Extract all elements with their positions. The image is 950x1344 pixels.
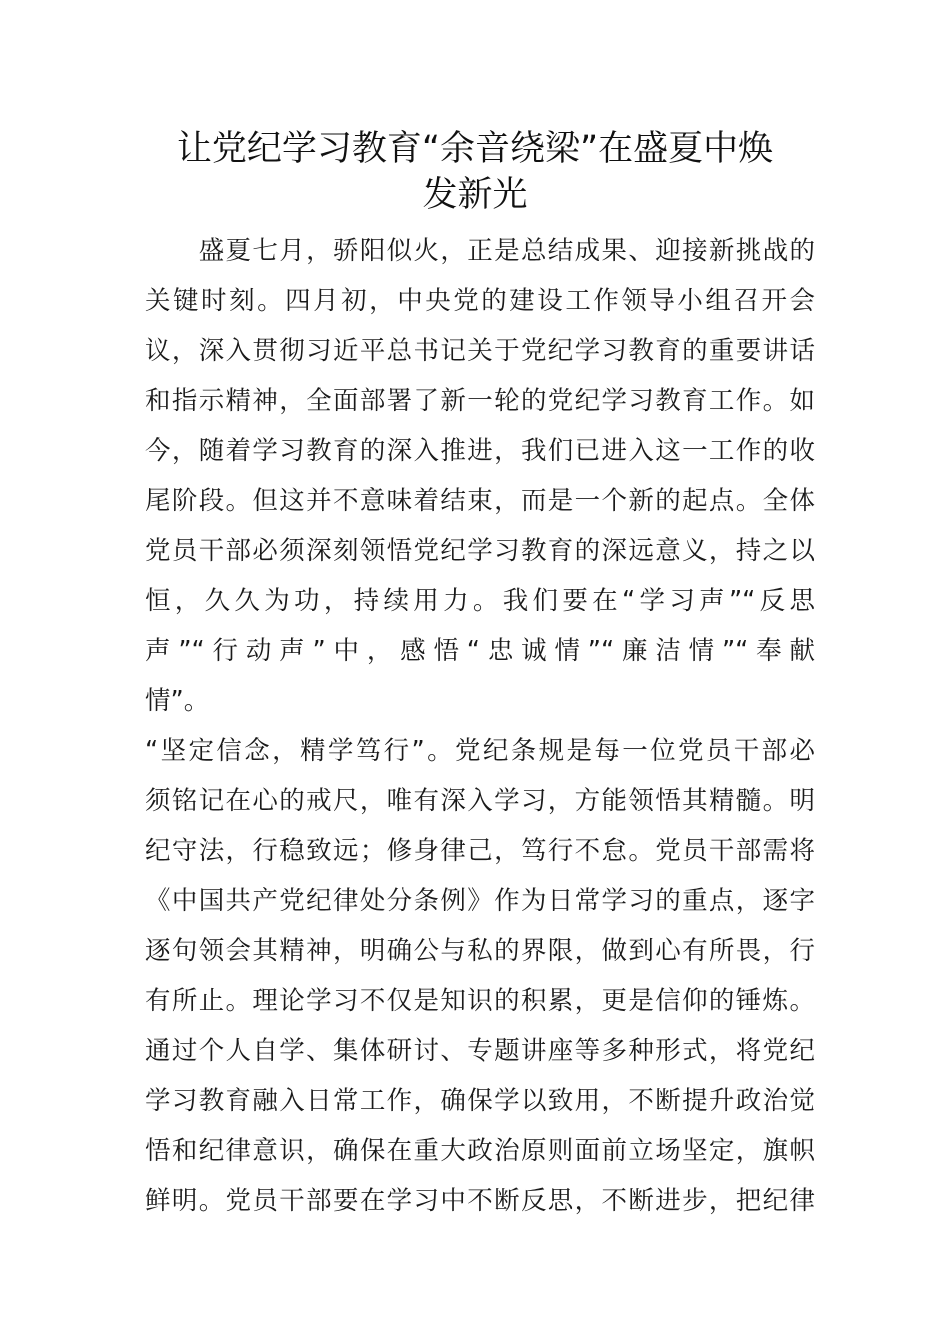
text-line: 纪守法，行稳致远；修身律己，笃行不怠。党员干部需将 xyxy=(145,836,815,866)
text-line: 情”。 xyxy=(145,686,210,716)
title-line: 让党纪学习教育“余音绕梁”在盛夏中焕 xyxy=(176,129,774,169)
text-line: 尾阶段。但这并不意味着结束，而是一个新的起点。全体 xyxy=(145,486,815,516)
text-line: 党员干部必须深刻领悟党纪学习教育的深远意义，持之以 xyxy=(145,536,815,566)
text-line: 盛夏七月，骄阳似火，正是总结成果、迎接新挑战的 xyxy=(145,236,815,266)
text-line: 和指示精神，全面部署了新一轮的党纪学习教育工作。如 xyxy=(145,386,815,416)
text-line: 有所止。理论学习不仅是知识的积累，更是信仰的锤炼。 xyxy=(145,986,815,1016)
text-line: 《中国共产党纪律处分条例》作为日常学习的重点，逐字 xyxy=(145,886,815,916)
document-title xyxy=(120,126,830,218)
text-line: 议，深入贯彻习近平总书记关于党纪学习教育的重要讲话 xyxy=(145,336,815,366)
paragraph xyxy=(145,726,815,1226)
text-line: 鲜明。党员干部要在学习中不断反思，不断进步，把纪律 xyxy=(145,1186,815,1216)
title-line: 发新光 xyxy=(422,175,528,215)
text-line: 关键时刻。四月初，中央党的建设工作领导小组召开会 xyxy=(145,286,815,316)
text-line: “坚定信念，精学笃行”。党纪条规是每一位党员干部必 xyxy=(145,736,815,766)
text-line: 恒，久久为功，持续用力。我们要在“学习声”“反思 xyxy=(145,586,815,616)
text-line: 须铭记在心的戒尺，唯有深入学习，方能领悟其精髓。明 xyxy=(145,786,815,816)
text-line: 学习教育融入日常工作，确保学以致用，不断提升政治觉 xyxy=(145,1086,815,1116)
text-line: 通过个人自学、集体研讨、专题讲座等多种形式，将党纪 xyxy=(145,1036,815,1066)
text-line: 声”“行动声”中，感悟“忠诚情”“廉洁情”“奉献 xyxy=(145,636,815,666)
paragraph xyxy=(145,226,815,726)
text-line: 今，随着学习教育的深入推进，我们已进入这一工作的收 xyxy=(145,436,815,466)
text-line: 逐句领会其精神，明确公与私的界限，做到心有所畏，行 xyxy=(145,936,815,966)
text-line: 悟和纪律意识，确保在重大政治原则面前立场坚定，旗帜 xyxy=(145,1136,815,1166)
document-body xyxy=(145,226,815,1226)
